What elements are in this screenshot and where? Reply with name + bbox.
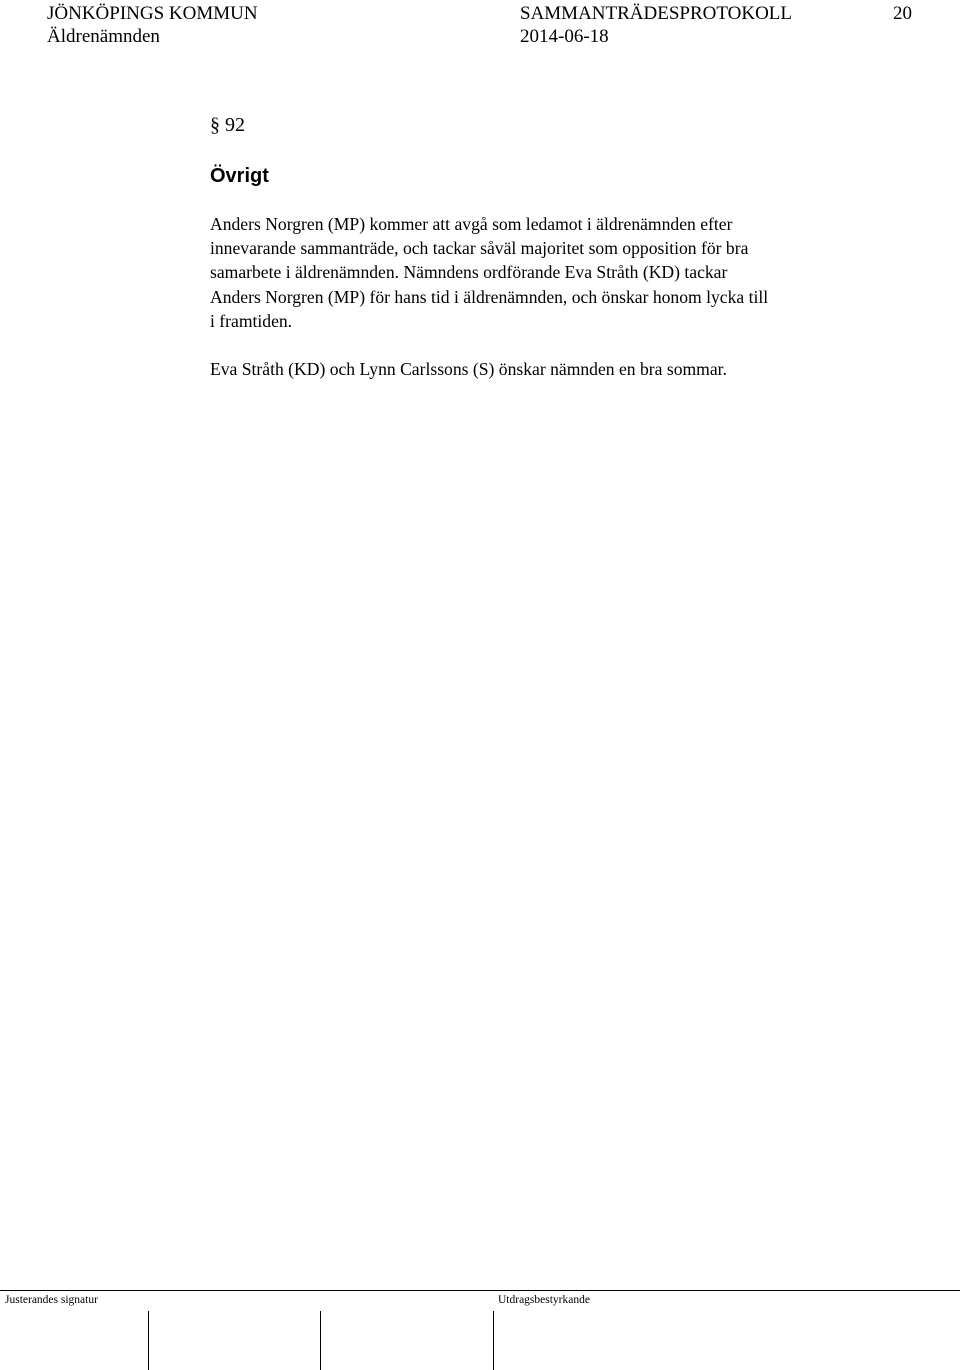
- paragraph-1-line: innevarande sammanträde, och tackar såväl majoritet som opposition för bra: [210, 238, 749, 259]
- paragraph-2-line: Eva Stråth (KD) och Lynn Carlssons (S) önskar nämnden en bra sommar.: [210, 359, 727, 379]
- header-page-number: 20: [893, 3, 912, 24]
- header-date: 2014-06-18: [520, 26, 609, 47]
- header-committee: Äldrenämnden: [47, 26, 160, 47]
- section-number: § 92: [210, 114, 245, 136]
- header-org: JÖNKÖPINGS KOMMUN: [47, 3, 258, 24]
- footer-divider: [0, 1290, 960, 1291]
- signature-box-divider: [493, 1311, 494, 1370]
- section-title: Övrigt: [210, 165, 269, 187]
- paragraph-1-line: Anders Norgren (MP) för hans tid i äldrenämnden, och önskar honom lycka till: [210, 286, 769, 307]
- header-doc-type: SAMMANTRÄDESPROTOKOLL: [520, 3, 793, 24]
- paragraph-2: [210, 357, 910, 381]
- signature-label: Justerandes signatur: [5, 1294, 98, 1306]
- paragraph-1-line: samarbete i äldrenämnden. Nämndens ordförande Eva Stråth (KD) tackar: [210, 262, 728, 283]
- certification-label: Utdragsbestyrkande: [498, 1294, 590, 1306]
- signature-box-divider: [148, 1311, 149, 1370]
- signature-box-divider: [320, 1311, 321, 1370]
- paragraph-1-line: i framtiden.: [210, 310, 293, 331]
- paragraph-1-line: Anders Norgren (MP) kommer att avgå som ledamot i äldrenämnden efter: [210, 214, 733, 234]
- paragraph-1: [210, 212, 910, 333]
